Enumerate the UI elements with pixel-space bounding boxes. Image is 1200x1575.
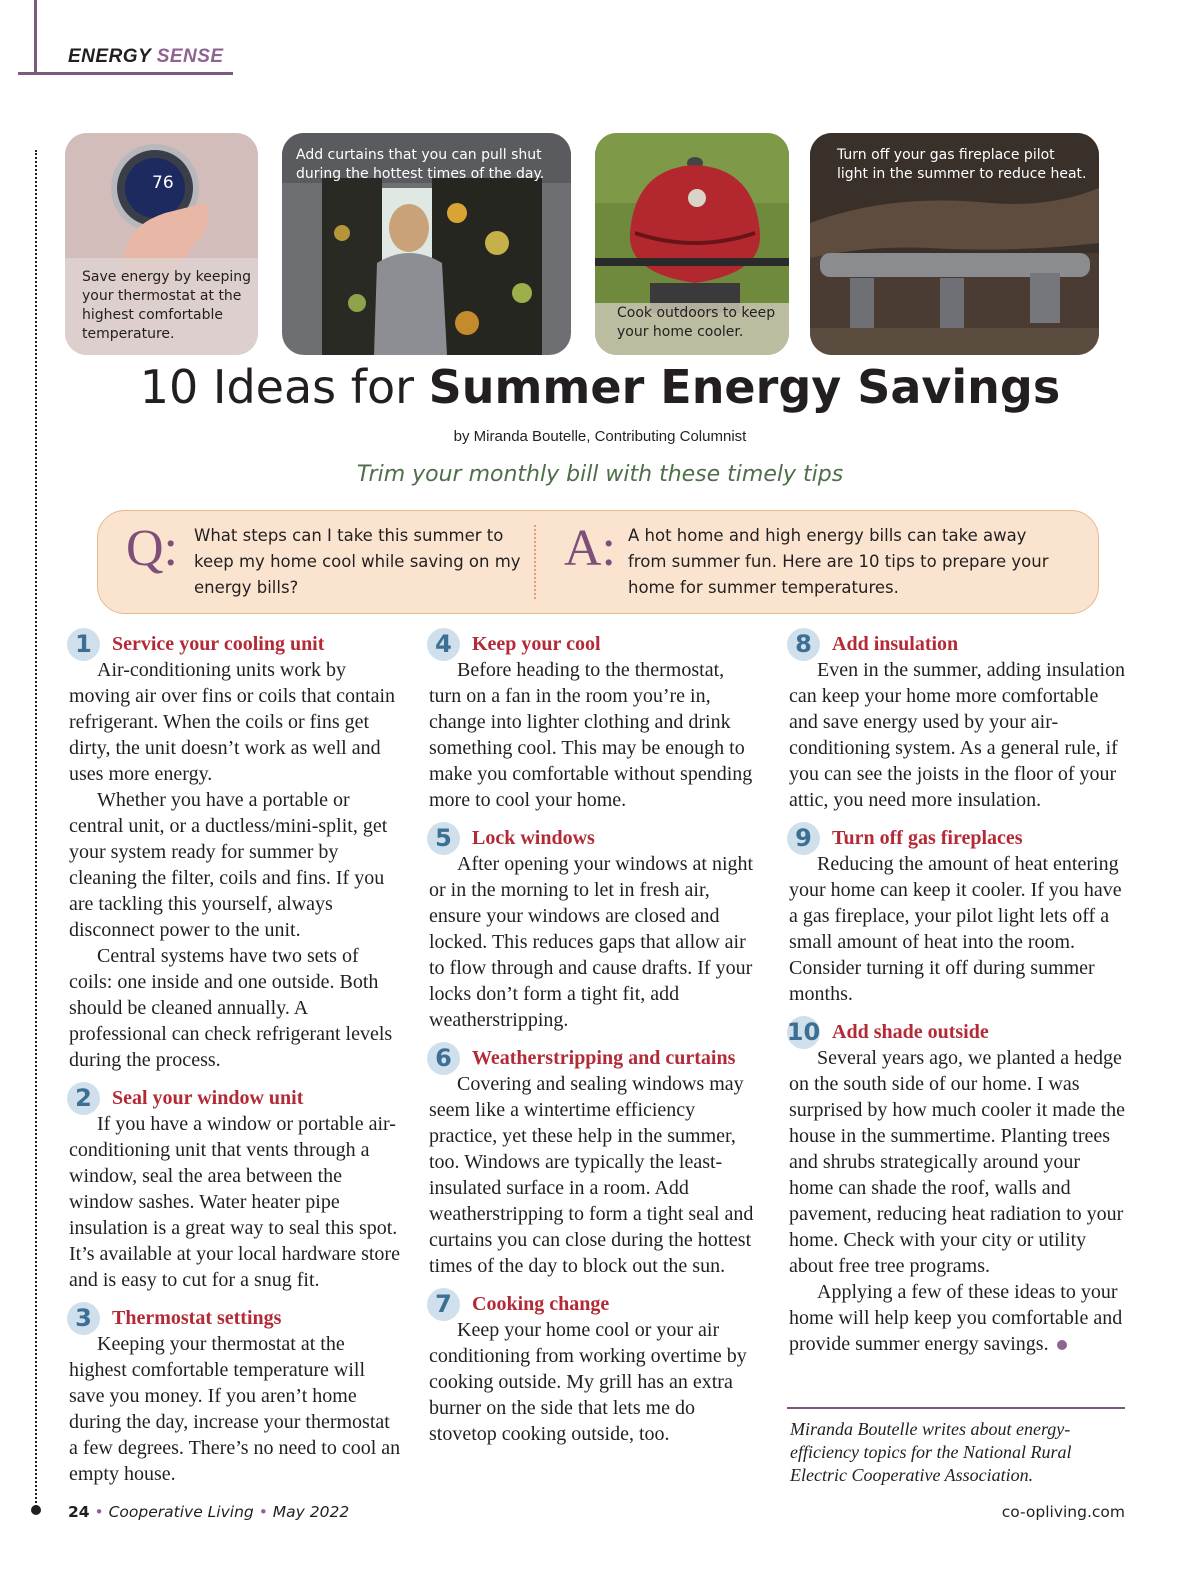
magazine-name: Cooperative Living <box>108 1503 254 1521</box>
thermostat-reading: 76 <box>152 173 174 193</box>
tip-paragraph: After opening your windows at night or in the morning to let in fresh air, ensure your windows are closed and locked. This reduces gaps that allow air to flow through and cause drafts. If your locks don’t form a tight fit, add weatherstripping. <box>429 853 754 1031</box>
tip-heading <box>787 627 1129 661</box>
photo-curtains <box>282 133 571 355</box>
tip-paragraph: Even in the summer, adding insulation can keep your home more comfortable and save energy used by your air-conditioning system. As a general rule, if you can see the joists in the floor of your attic, you need more insulation. <box>789 659 1126 811</box>
tip-title: Cooking change <box>472 1293 610 1315</box>
tip-paragraph: Central systems have two sets of coils: one inside and one outside. Both should be cleaned annually. A professional can check refrigerant levels during the process. <box>69 945 393 1071</box>
tip-heading <box>427 1287 759 1321</box>
end-mark-icon <box>1057 1340 1067 1350</box>
photo-caption-curtains: Add curtains that you can pull shut during the hottest times of the day. <box>296 147 545 182</box>
tip-paragraph: If you have a window or portable air-conditioning unit that vents through a window, seal the area between the window sashes. Water heater pipe insulation is a great way to seal this spot. It’s available at your local hardware store and is easy to cut for a snug fit. <box>69 1113 400 1291</box>
section-label-bold: ENERGY <box>68 46 151 67</box>
tip-heading <box>427 1041 759 1075</box>
article-title-light: 10 Ideas for <box>139 360 414 414</box>
tip-number-badge: 7 <box>427 1288 460 1321</box>
tip-number-badge: 1 <box>67 628 100 661</box>
issue-date: May 2022 <box>272 1503 350 1521</box>
photo-thermostat <box>65 133 258 355</box>
section-label-accent: SENSE <box>156 46 224 67</box>
photo-caption-fireplace: Turn off your gas fireplace pilot light in the summer to reduce heat. <box>837 147 1087 182</box>
tip-paragraph: Covering and sealing windows may seem like a wintertime efficiency practice, yet these help in the summer, too. Windows are typically the least-insulated surface in a room. Add weatherstripping to form a tight seal and curtains you can close during the hottest times of the day to block out the sun. <box>429 1073 754 1277</box>
header-underline <box>18 72 233 75</box>
tip-paragraph: Several years ago, we planted a hedge on the south side of our home. I was surprised by how much cooler it made the house in the summertime. Planting trees and shrubs strategically around your home can shade the roof, walls and pavement, reducing heat radiation to your home. Check with your city or utility about free tree programs. <box>789 1047 1126 1277</box>
tip-number-badge: 3 <box>67 1302 100 1335</box>
tip-number-badge: 10 <box>787 1016 820 1049</box>
tip-heading <box>787 821 1129 855</box>
section-label <box>68 46 224 68</box>
photo-caption-grill: Cook outdoors to keep your home cooler. <box>617 305 776 340</box>
tip-paragraph: Reducing the amount of heat entering your home can keep it cooler. If you have a gas fireplace, your pilot light lets off a small amount of heat into the room. Consider turning it off during summer months. <box>789 853 1122 1005</box>
photo-fireplace <box>810 133 1099 355</box>
footer-separator: • <box>258 1503 268 1521</box>
header-accent-bar <box>34 0 37 74</box>
tip-title: Seal your window unit <box>112 1087 304 1109</box>
article-title <box>0 360 1200 414</box>
tip-heading <box>427 627 759 661</box>
tip-number-badge: 4 <box>427 628 460 661</box>
tip-title: Service your cooling unit <box>112 633 325 655</box>
answer-text: A hot home and high energy bills can take away from summer fun. Here are 10 tips to prepare your home for summer temperatures. <box>628 526 1049 597</box>
question-letter: Q: <box>126 520 178 577</box>
tip-paragraph: Whether you have a portable or central unit, or a ductless/mini-split, get your system ready for summer by cleaning the filter, coils and fins. If you are tackling this yourself, always disconnect power to the unit. <box>69 789 388 941</box>
tip-heading <box>67 1301 403 1335</box>
footer-separator: • <box>94 1503 104 1521</box>
qa-box <box>97 510 1099 614</box>
tip-number-badge: 8 <box>787 628 820 661</box>
tip-title: Turn off gas fireplaces <box>832 827 1023 849</box>
tip-title: Lock windows <box>472 827 595 849</box>
tip-paragraph: Keeping your thermostat at the highest comfortable temperature will save you money. If you aren’t home during the day, increase your thermostat a few degrees. There’s no need to cool an empty house. <box>69 1333 401 1485</box>
footer-folio <box>68 1503 349 1521</box>
bio-rule <box>787 1407 1125 1409</box>
tip-heading <box>67 627 403 661</box>
tip-heading <box>67 1081 403 1115</box>
article-title-bold: Summer Energy Savings <box>428 360 1061 414</box>
qa-divider <box>534 525 536 599</box>
closing-text: Applying a few of these ideas to your home will help keep you comfortable and provide summer energy savings. <box>789 1281 1123 1355</box>
photo-caption-thermostat: Save energy by keeping your thermostat at the highest comfortable temperature. <box>82 269 252 342</box>
column-3 <box>786 627 1129 1357</box>
tip-paragraph-closing <box>789 1279 1129 1357</box>
tip-title: Thermostat settings <box>112 1307 282 1329</box>
column-1 <box>69 627 403 1487</box>
article-deck: Trim your monthly bill with these timely tips <box>356 462 844 487</box>
column-2 <box>429 627 759 1447</box>
tip-title: Weatherstripping and curtains <box>472 1047 736 1069</box>
answer-letter: A: <box>564 520 616 577</box>
tip-heading <box>427 821 759 855</box>
byline: by Miranda Boutelle, Contributing Columnist <box>453 428 747 445</box>
margin-dotted-rule <box>35 150 37 1510</box>
tip-number-badge: 6 <box>427 1042 460 1075</box>
tip-title: Add shade outside <box>832 1021 989 1043</box>
tip-paragraph: Before heading to the thermostat, turn on a fan in the room you’re in, change into lighter clothing and drink something cool. This may be enough to make you comfortable without spending more to cool your home. <box>429 659 753 811</box>
tip-number-badge: 5 <box>427 822 460 855</box>
author-bio: Miranda Boutelle writes about energy-efficiency topics for the National Rural Electric Cooperative Association. <box>790 1419 1072 1485</box>
tip-title: Add insulation <box>832 633 959 655</box>
tip-heading <box>787 1015 1129 1049</box>
page-number: 24 <box>68 1503 90 1521</box>
question-text: What steps can I take this summer to keep my home cool while saving on my energy bills? <box>194 526 521 597</box>
tip-number-badge: 2 <box>67 1082 100 1115</box>
tip-title: Keep your cool <box>472 633 601 655</box>
website-link[interactable]: co-opliving.com <box>1001 1503 1125 1521</box>
margin-rule-dot <box>31 1505 41 1515</box>
tip-number-badge: 9 <box>787 822 820 855</box>
tip-paragraph: Air-conditioning units work by moving air over fins or coils that contain refrigerant. When the coils or fins get dirty, the unit doesn’t work as well and uses more energy. <box>69 659 396 785</box>
tip-paragraph: Keep your home cool or your air conditioning from working overtime by cooking outside. My grill has an extra burner on the side that lets me do stovetop cooking outside, too. <box>429 1319 747 1445</box>
photo-grill <box>595 133 789 355</box>
